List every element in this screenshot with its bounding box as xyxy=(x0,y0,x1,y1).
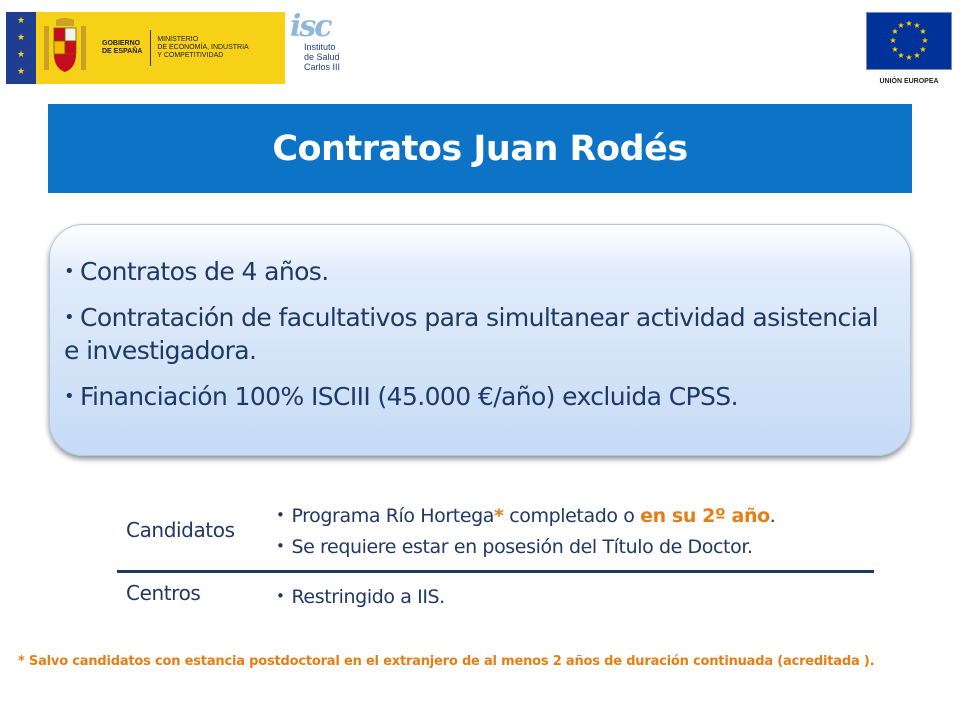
svg-text:★: ★ xyxy=(897,21,905,30)
info-bullet-2: Contratación de facultativos para simultanear actividad asistencial e investigadora. xyxy=(64,303,879,365)
list-item xyxy=(64,380,896,413)
bullet-icon: • xyxy=(64,386,75,407)
isciii-line-1: Instituto xyxy=(304,42,336,52)
candidatos-list xyxy=(276,500,775,562)
gov-line-2: DE ESPAÑA xyxy=(102,48,143,55)
svg-text:★: ★ xyxy=(919,45,927,54)
svg-text:★: ★ xyxy=(897,51,905,60)
requirements-table xyxy=(117,500,874,612)
footnote: * Salvo candidatos con estancia postdoctoral en el extranjero de al menos 2 años de duración continuada (acreditada ). xyxy=(18,654,875,669)
candidates-item1-a: Programa Río Hortega xyxy=(291,505,495,527)
bullet-icon: • xyxy=(64,307,75,328)
centros-list xyxy=(276,581,445,612)
info-list xyxy=(64,255,896,413)
bullet-icon: • xyxy=(276,506,285,524)
coat-of-arms-icon xyxy=(36,12,94,84)
candidatos-label: Candidatos xyxy=(126,518,235,542)
gobierno-ministerio-logo xyxy=(6,12,285,84)
info-bullet-3: Financiación 100% ISCIII (45.000 €/año) excluida CPSS. xyxy=(80,382,738,411)
list-item xyxy=(64,301,896,367)
eu-caption: UNIÓN EUROPEA xyxy=(879,78,939,85)
gov-line-1: GOBIERNO xyxy=(102,40,141,47)
ministerio-text xyxy=(151,36,268,60)
isciii-mark: isc xyxy=(290,9,331,44)
svg-text:★: ★ xyxy=(889,36,897,45)
candidates-item1-highlight: en su 2º año xyxy=(640,505,770,527)
isciii-name xyxy=(304,42,358,72)
svg-text:★: ★ xyxy=(905,53,913,62)
bullet-icon: • xyxy=(276,537,285,555)
page-title: Contratos Juan Rodés xyxy=(272,128,688,169)
svg-text:★: ★ xyxy=(913,51,921,60)
info-bullet-1: Contratos de 4 años. xyxy=(80,257,329,286)
svg-text:★: ★ xyxy=(905,19,913,28)
eu-logo xyxy=(866,12,952,88)
gobierno-text xyxy=(94,30,151,66)
title-bar xyxy=(48,104,912,193)
list-item xyxy=(276,500,775,531)
list-item xyxy=(64,255,896,288)
info-box xyxy=(49,224,911,456)
list-item xyxy=(276,531,775,562)
svg-text:★: ★ xyxy=(919,27,927,36)
ministry-line-2: DE ECONOMÍA, INDUSTRIA xyxy=(157,44,249,51)
bullet-icon: • xyxy=(64,261,75,282)
eu-spain-flag-strip xyxy=(6,12,36,84)
eu-flag-icon xyxy=(866,12,952,70)
candidates-item1-d: . xyxy=(769,505,776,527)
centros-label: Centros xyxy=(126,581,201,605)
asterisk-mark: * xyxy=(494,505,504,527)
ministry-line-3: Y COMPETITIVIDAD xyxy=(157,52,224,59)
candidates-item1-b: completado o xyxy=(503,505,641,527)
svg-text:★: ★ xyxy=(891,45,899,54)
stars-icon: ★ ★ ★ ★ xyxy=(6,12,36,84)
bullet-icon: • xyxy=(276,587,285,605)
isciii-line-2: de Salud xyxy=(304,52,340,62)
table-row-candidatos xyxy=(117,500,874,573)
svg-text:★: ★ xyxy=(921,36,929,45)
svg-text:★: ★ xyxy=(891,27,899,36)
list-item xyxy=(276,581,445,612)
candidates-item2: Se requiere estar en posesión del Título de Doctor. xyxy=(291,536,753,558)
svg-text:★: ★ xyxy=(913,21,921,30)
ministry-line-1: MINISTERIO xyxy=(157,36,199,43)
table-row-centros xyxy=(117,573,874,612)
isciii-logo xyxy=(290,9,358,84)
isciii-line-3: Carlos III xyxy=(304,62,341,72)
centers-item1: Restringido a IIS. xyxy=(291,586,445,608)
